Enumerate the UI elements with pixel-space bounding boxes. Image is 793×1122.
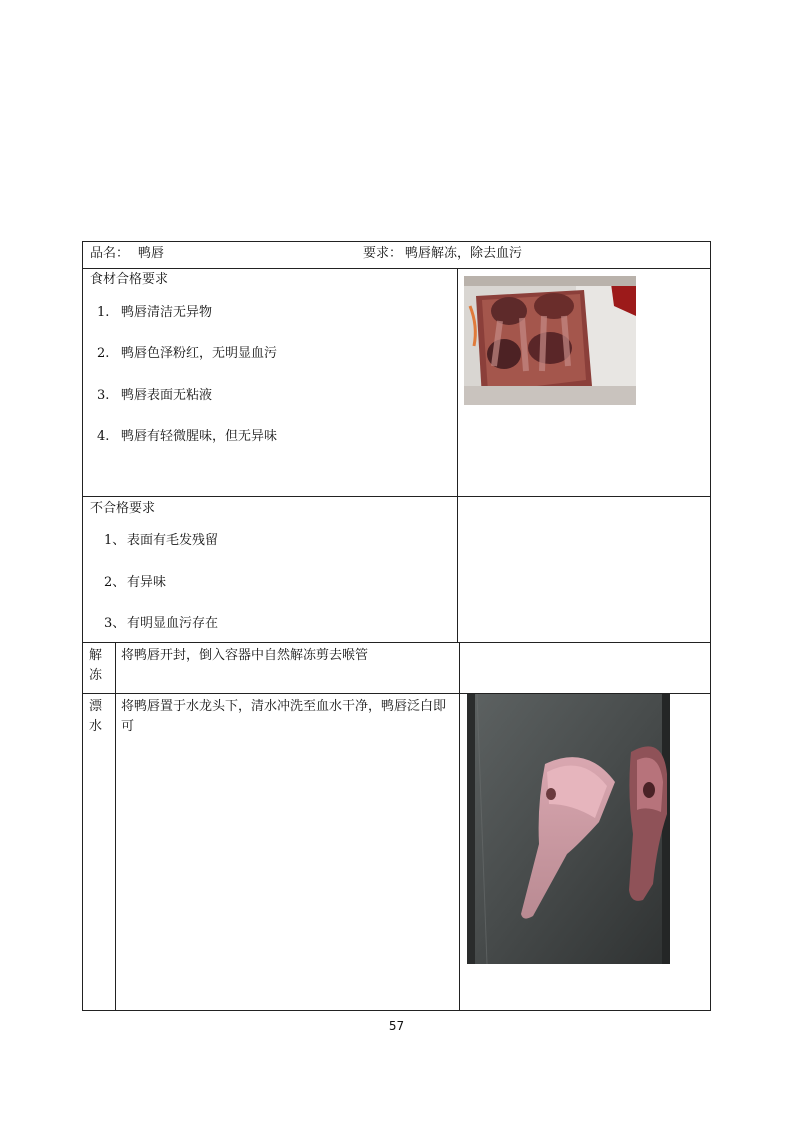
list-item: 鸭唇有轻微腥味，但无异味 bbox=[121, 429, 278, 444]
step-label-rinse: 漂水 bbox=[89, 699, 103, 734]
name-label: 品名： bbox=[90, 246, 130, 261]
list-item-number: 4. bbox=[97, 429, 110, 444]
row-divider-unqualified bbox=[83, 642, 710, 643]
col-divider-label bbox=[115, 642, 116, 1010]
col-divider-lower bbox=[459, 642, 460, 1010]
list-item-number: 1、 bbox=[104, 533, 126, 548]
list-item-number: 1. bbox=[97, 305, 110, 320]
page-number: 57 bbox=[388, 1019, 405, 1033]
step-text-thaw: 将鸭唇开封，倒入容器中自然解冻剪去喉管 bbox=[121, 648, 369, 663]
list-item: 鸭唇表面无粘液 bbox=[121, 388, 213, 403]
row-divider-qualified bbox=[83, 496, 710, 497]
unqualified-title: 不合格要求 bbox=[90, 501, 156, 516]
list-item-number: 2、 bbox=[104, 575, 126, 590]
step-label-thaw: 解冻 bbox=[89, 648, 103, 683]
name-value: 鸭唇 bbox=[138, 246, 165, 261]
requirement-label: 要求： bbox=[363, 246, 403, 261]
requirement-value: 鸭唇解冻，除去血污 bbox=[405, 246, 523, 261]
row-divider-header bbox=[83, 268, 710, 269]
list-item: 有异味 bbox=[127, 575, 167, 590]
step-text-rinse: 将鸭唇置于水龙头下，清水冲洗至血水干净，鸭唇泛白即可 bbox=[121, 699, 447, 734]
list-item-number: 3、 bbox=[104, 616, 126, 631]
list-item: 鸭唇色泽粉红，无明显血污 bbox=[121, 346, 278, 361]
process-table bbox=[82, 241, 711, 1011]
list-item-number: 3. bbox=[97, 388, 110, 403]
list-item-number: 2. bbox=[97, 346, 110, 361]
list-item: 表面有毛发残留 bbox=[127, 533, 219, 548]
frozen-duck-lips-photo bbox=[464, 276, 636, 405]
list-item: 鸭唇清洁无异物 bbox=[121, 305, 213, 320]
list-item: 有明显血污存在 bbox=[127, 616, 219, 631]
qualified-title: 食材合格要求 bbox=[90, 272, 169, 287]
rinsed-duck-lips-photo bbox=[467, 694, 670, 964]
col-divider-upper bbox=[457, 268, 458, 642]
